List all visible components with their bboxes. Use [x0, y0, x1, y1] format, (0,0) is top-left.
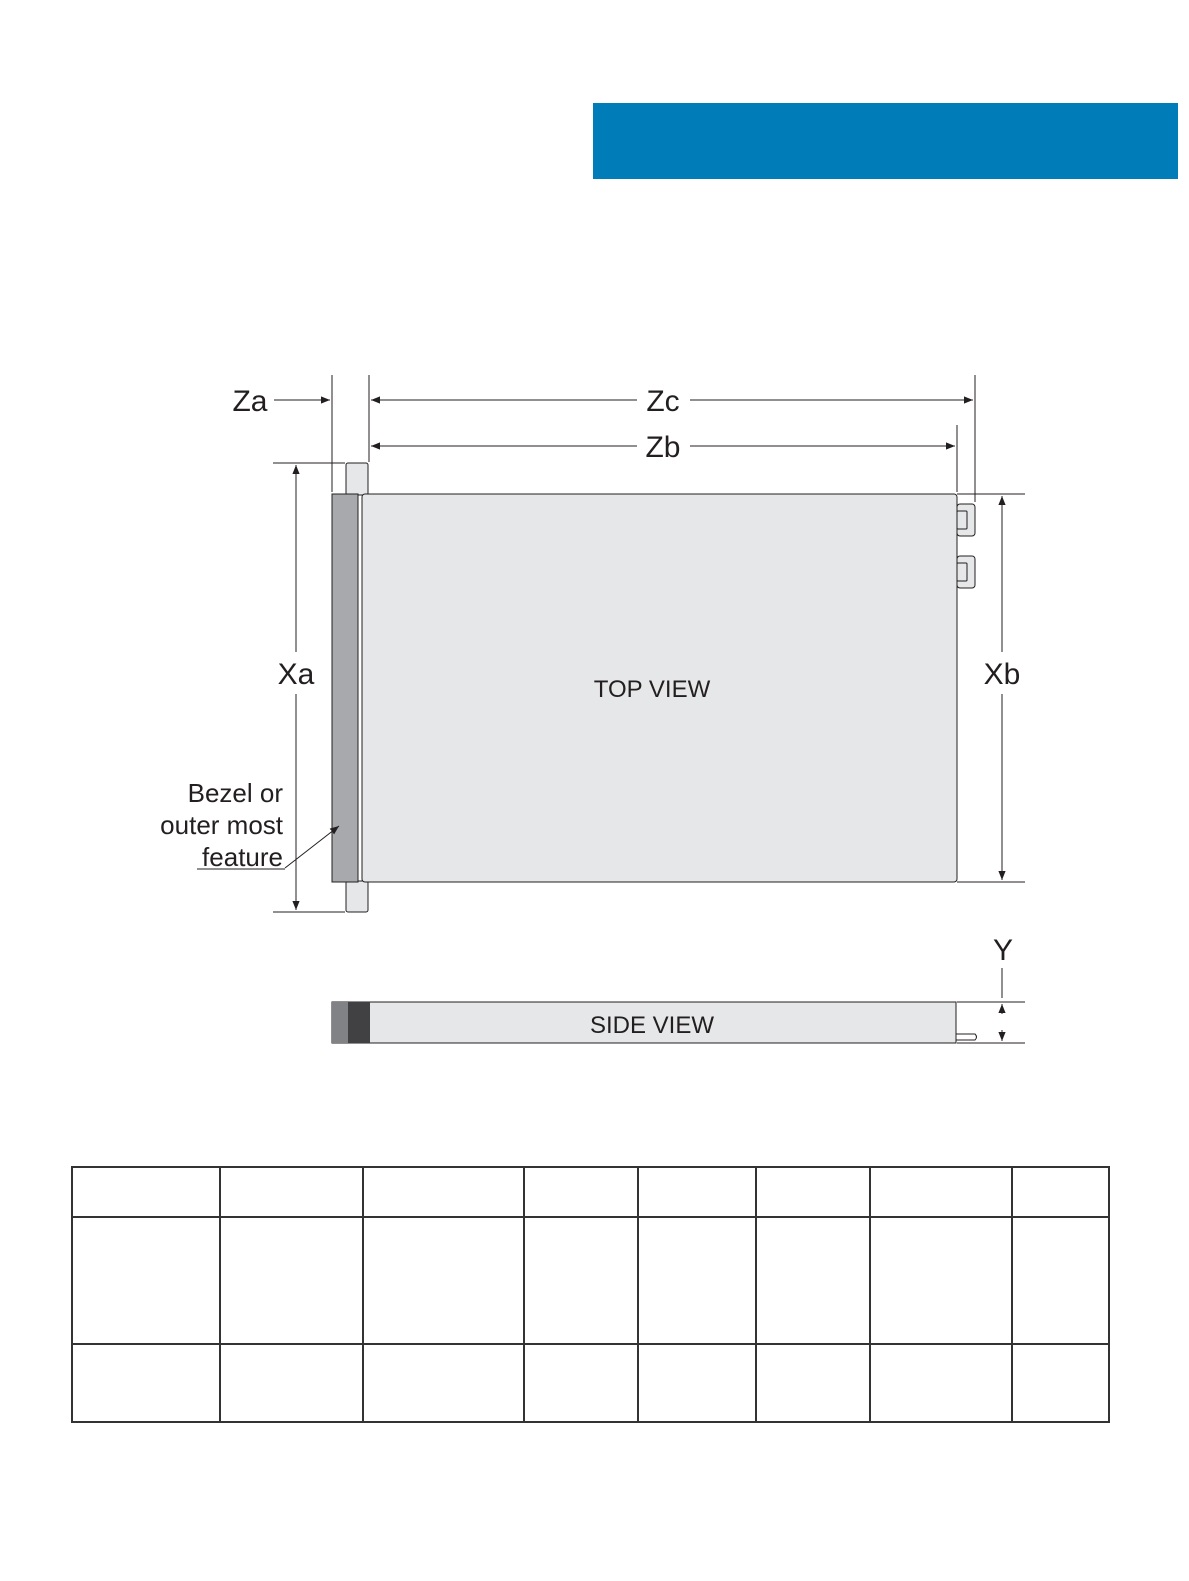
- table-cell: [1012, 1344, 1109, 1422]
- xb-label: Xb: [983, 658, 1021, 691]
- rear-handle-1: [957, 504, 975, 536]
- side-view-label: SIDE VIEW: [589, 1012, 715, 1039]
- front-ear-bottom: [346, 881, 368, 912]
- bezel-callout-leader: [285, 826, 339, 868]
- table-row: [72, 1167, 1109, 1217]
- table-cell: [870, 1167, 1012, 1217]
- za-label: Za: [232, 385, 268, 418]
- bezel-callout-line-1: Bezel or: [187, 778, 283, 808]
- table-cell: [870, 1344, 1012, 1422]
- table-cell: [524, 1167, 638, 1217]
- table-cell: [1012, 1217, 1109, 1344]
- bezel-callout: [160, 778, 284, 872]
- table-row: [72, 1344, 1109, 1422]
- dimensions-table: [71, 1166, 1110, 1423]
- table-cell: [363, 1217, 524, 1344]
- rear-handle-2: [957, 556, 975, 588]
- table-cell: [756, 1167, 870, 1217]
- table-cell: [638, 1217, 756, 1344]
- bezel-callout-line-2: outer most: [160, 810, 283, 840]
- side-view: [332, 1002, 977, 1043]
- table-cell: [638, 1344, 756, 1422]
- xa-label: Xa: [277, 658, 315, 691]
- table-cell: [638, 1167, 756, 1217]
- table-cell: [72, 1217, 220, 1344]
- table-cell: [363, 1344, 524, 1422]
- top-view-label: TOP VIEW: [593, 676, 711, 703]
- top-view: [332, 463, 975, 912]
- bezel-callout-line-3: feature: [202, 842, 283, 872]
- table-cell: [756, 1344, 870, 1422]
- table-cell: [363, 1167, 524, 1217]
- zb-label: Zb: [645, 431, 681, 464]
- table-row: [72, 1217, 1109, 1344]
- bezel: [332, 494, 358, 882]
- table-cell: [220, 1344, 363, 1422]
- table-cell: [870, 1217, 1012, 1344]
- table-cell: [220, 1217, 363, 1344]
- y-label: Y: [992, 934, 1014, 967]
- side-bezel-dark: [348, 1002, 370, 1043]
- zc-label: Zc: [646, 385, 680, 418]
- table-cell: [72, 1344, 220, 1422]
- side-rear-handle: [956, 1034, 977, 1040]
- front-ear-top: [346, 463, 368, 495]
- side-bezel-light: [332, 1002, 348, 1043]
- table-cell: [524, 1217, 638, 1344]
- table-cell: [1012, 1167, 1109, 1217]
- table-cell: [756, 1217, 870, 1344]
- table-cell: [72, 1167, 220, 1217]
- table-cell: [220, 1167, 363, 1217]
- table-cell: [524, 1344, 638, 1422]
